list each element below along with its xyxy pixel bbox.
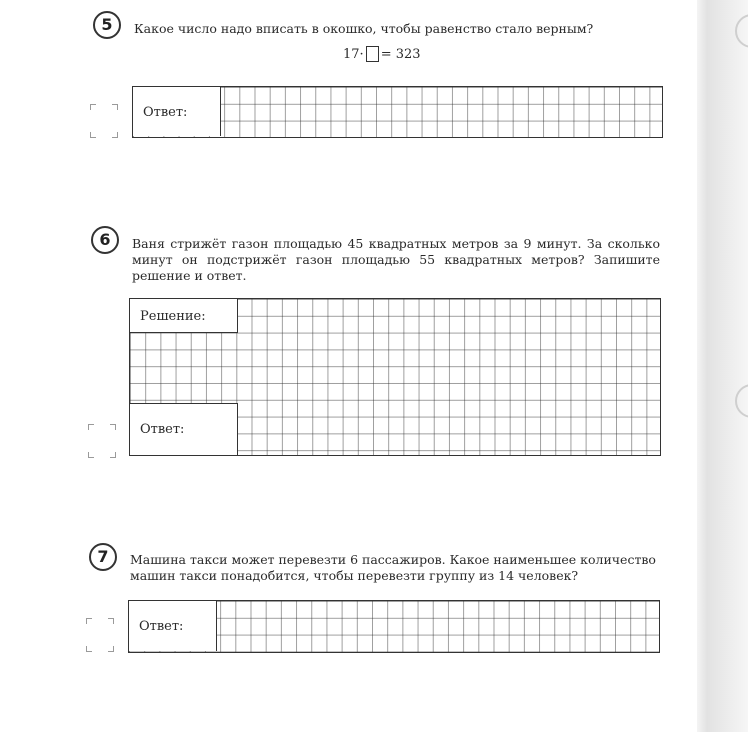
answer-grid[interactable]: [132, 86, 663, 138]
scoring-corner-marks: [90, 104, 118, 138]
solution-label: Решение:: [130, 299, 238, 333]
equation: [343, 46, 421, 62]
scoring-corner-marks: [88, 424, 116, 458]
task-question: Машина такси может перевезти 6 пассажиров. Какое наименьшее количество машин такси понадобится, чтобы перевезти группу из 14 человек?: [130, 552, 656, 583]
answer-label: Ответ:: [133, 87, 221, 136]
task-question: Ваня стрижёт газон площадью 45 квадратных метров за 9 минут. За сколько минут он подстрижёт газон площадью 55 квадратных метров? Запишите решение и ответ.: [132, 236, 660, 283]
answer-label: Ответ:: [130, 403, 238, 455]
equation-right: = 323: [380, 46, 421, 62]
page-fold-shadow: [697, 0, 748, 732]
answer-label: Ответ:: [129, 601, 217, 651]
equation-blank-box[interactable]: [366, 46, 379, 62]
task-number: 5: [93, 11, 121, 39]
answer-grid[interactable]: [128, 600, 660, 653]
task-number: 6: [91, 226, 119, 254]
solution-grid[interactable]: [129, 298, 661, 456]
equation-left: 17·: [343, 46, 364, 62]
task-question: Какое число надо вписать в окошко, чтобы равенство стало верным?: [134, 21, 594, 36]
scoring-corner-marks: [86, 618, 114, 652]
task-number: 7: [89, 543, 117, 571]
